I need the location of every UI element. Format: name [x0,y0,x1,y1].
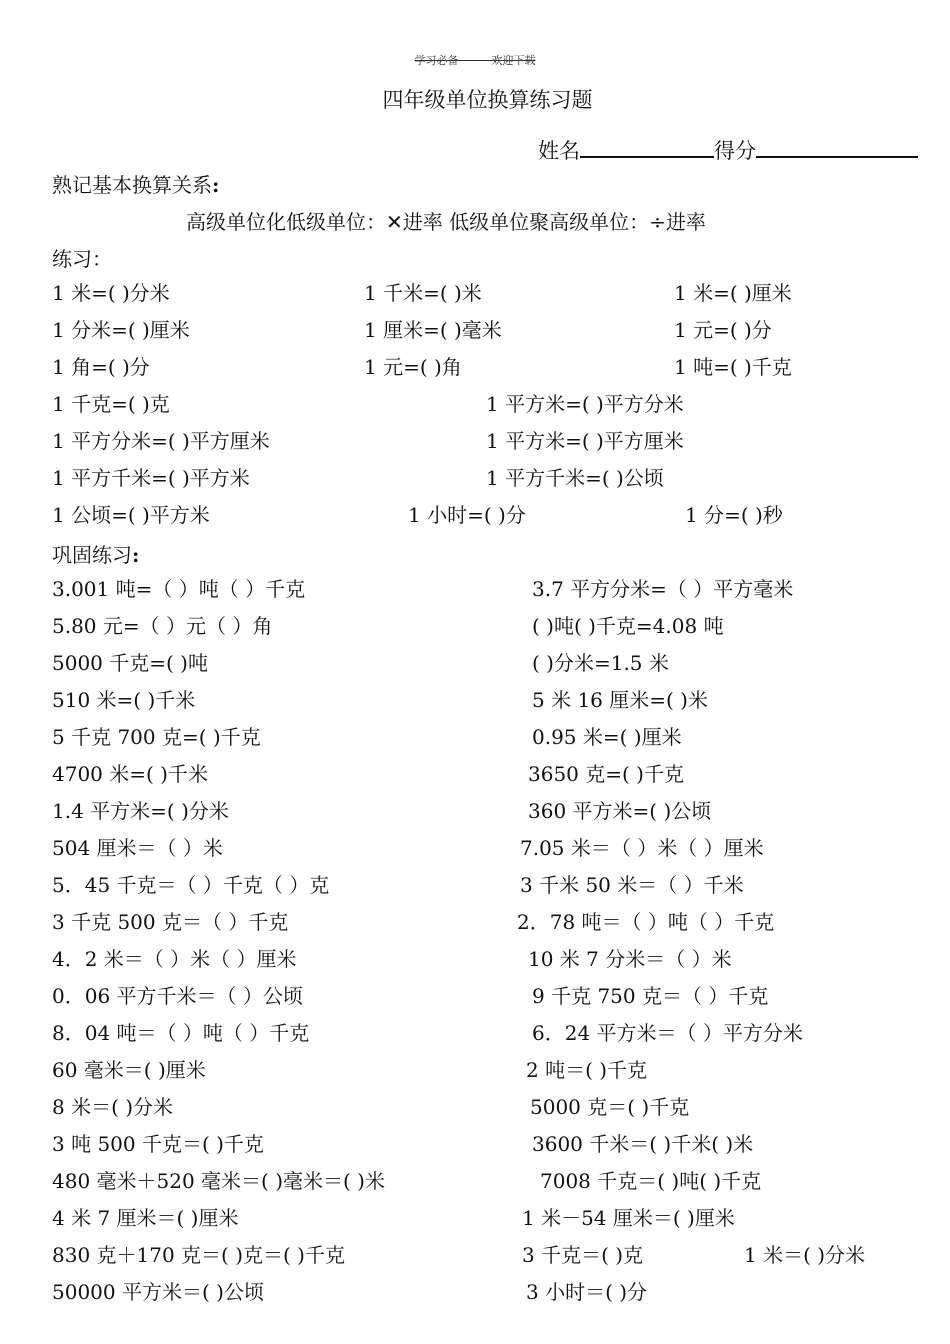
consolidation-item: 3 千克＝( )克 [522,1243,644,1267]
practice-item: 1 角=( )分 [52,355,150,379]
header-note: 学习必备－－－欢迎下载 [414,54,536,67]
consolidation-item: 5 米 16 厘米=( )米 [532,688,708,712]
consolidation-item: 5000 千克=( )吨 [52,651,208,675]
score-label: 得分 [714,139,756,163]
consolidation-item: 50000 平方米＝( )公顷 [52,1280,264,1304]
consolidation-item: 510 米=( )千米 [52,688,196,712]
practice-item: 1 元=( )角 [364,355,462,379]
consolidation-item: 4 米 7 厘米＝( )厘米 [52,1206,239,1230]
consolidation-item: 0.95 米=( )厘米 [532,725,682,749]
consolidation-item: 3 小时＝( )分 [526,1280,648,1304]
practice-item: 1 元=( )分 [674,318,772,342]
practice-item: 1 千克=( )克 [52,392,170,416]
consolidation-item: 3650 克=( )千克 [528,762,684,786]
practice-item: 1 米=( )分米 [52,281,170,305]
consolidation-item: 10 米 7 分米＝（ ）米 [528,947,732,971]
consolidation-item: 4700 米=( )千米 [52,762,208,786]
consolidation-item: 360 平方米=( )公顷 [528,799,712,823]
consolidation-item: 8 米＝( )分米 [52,1095,174,1119]
page-title: 四年级单位换算练习题 [382,88,593,112]
practice-item: 1 平方米=( )平方厘米 [486,429,684,453]
practice-item: 1 平方米=( )平方分米 [486,392,684,416]
practice-item: 1 厘米=( )毫米 [364,318,502,342]
consolidation-item: 8．04 吨＝（ ）吨（ ）千克 [52,1021,310,1045]
consolidation-item: 2 吨＝( )千克 [526,1058,648,1082]
consolidation-item: 3 千米 50 米＝（ ）千米 [520,873,744,897]
practice-item: 1 吨=( )千克 [674,355,792,379]
conversion-rule-line: 高级单位化低级单位：✕进率 低级单位聚高级单位：÷进率 [186,210,706,234]
consolidation-item: 7.05 米＝（ ）米（ ）厘米 [520,836,764,860]
consolidation-item: ( )吨( )千克=4.08 吨 [532,614,724,638]
consolidation-item: 5000 克＝( )千克 [530,1095,690,1119]
name-blank [580,134,714,158]
section-practice-heading: 练习： [52,247,112,271]
consolidation-item: 1.4 平方米=( )分米 [52,799,229,823]
consolidation-item: 3600 千米＝( )千米( )米 [532,1132,754,1156]
consolidation-item: 5 千克 700 克=( )千克 [52,725,261,749]
consolidation-item: 480 毫米＋520 毫米＝( )毫米＝( )米 [52,1169,385,1193]
consolidation-item: 5．45 千克＝（ ）千克（ ）克 [52,873,330,897]
consolidation-item: 2．78 吨＝（ ）吨（ ）千克 [517,910,775,934]
practice-item: 1 平方千米=( )平方米 [52,466,250,490]
score-blank [756,134,918,158]
consolidation-item: 60 毫米＝( )厘米 [52,1058,206,1082]
consolidation-item: 4．2 米＝（ ）米（ ）厘米 [52,947,297,971]
practice-item: 1 千米=( )米 [364,281,482,305]
practice-item: 1 分=( )秒 [685,503,783,527]
section-consolidation-heading: 巩固练习: [52,543,140,567]
practice-item: 1 平方分米=( )平方厘米 [52,429,270,453]
consolidation-item: 1 米＝( )分米 [744,1243,866,1267]
consolidation-item: 3 吨 500 千克＝( )千克 [52,1132,264,1156]
consolidation-item: 1 米－54 厘米＝( )厘米 [522,1206,735,1230]
consolidation-item: 5.80 元=（ ）元（ ）角 [52,614,273,638]
name-score-line [538,134,918,165]
practice-item: 1 公顷=( )平方米 [52,503,210,527]
consolidation-item: 9 千克 750 克＝（ ）千克 [532,984,769,1008]
practice-item: 1 平方千米=( )公顷 [486,466,664,490]
section-basic-relations-heading: 熟记基本换算关系: [52,173,220,197]
consolidation-item: 3 千克 500 克＝（ ）千克 [52,910,289,934]
consolidation-item: 6．24 平方米＝（ ）平方分米 [532,1021,803,1045]
consolidation-item: 0．06 平方千米＝（ ）公顷 [52,984,303,1008]
practice-item: 1 小时=( )分 [408,503,526,527]
consolidation-item: ( )分米=1.5 米 [532,651,669,675]
name-label: 姓名 [538,139,580,163]
consolidation-item: 3.7 平方分米=（ ）平方毫米 [532,577,794,601]
consolidation-item: 830 克＋170 克＝( )克＝( )千克 [52,1243,345,1267]
practice-item: 1 米=( )厘米 [674,281,792,305]
consolidation-item: 504 厘米＝（ ）米 [52,836,223,860]
consolidation-item: 7008 千克＝( )吨( )千克 [540,1169,762,1193]
practice-item: 1 分米=( )厘米 [52,318,190,342]
consolidation-item: 3.001 吨=（ ）吨（ ）千克 [52,577,306,601]
